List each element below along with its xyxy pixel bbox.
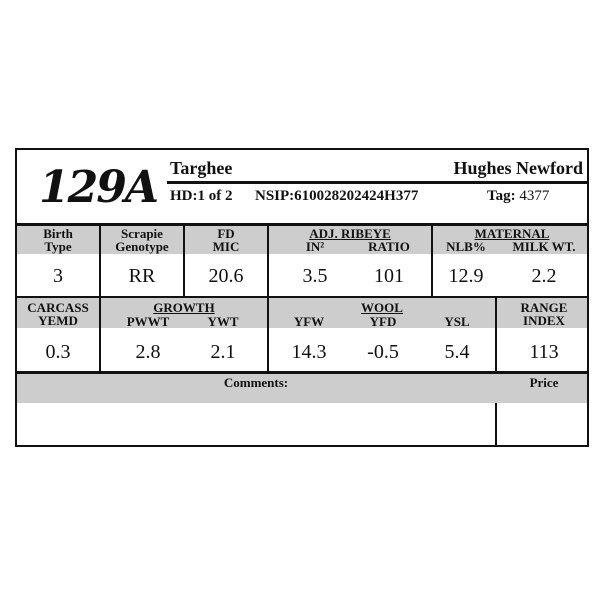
range-index-label: RANGE INDEX (520, 300, 568, 328)
yfd-label: YFD (369, 314, 397, 329)
header-rule (167, 181, 587, 184)
owner-name: Hughes Newford (453, 158, 583, 178)
ratio-value: 101 (374, 265, 404, 287)
hd-info: HD:1 of 2 (170, 188, 233, 204)
pwwt-label: PWWT (126, 314, 170, 329)
carcass-yemd-value: 0.3 (45, 341, 71, 363)
price-label: Price (529, 375, 559, 390)
pwwt-value: 2.8 (135, 341, 161, 363)
lot-number: 129A (39, 162, 157, 213)
yfw-label: YFW (293, 314, 325, 329)
in2-value: 3.5 (302, 265, 328, 287)
yfd-value: -0.5 (367, 341, 399, 363)
in2-label: IN² (305, 239, 325, 254)
maternal-label: MATERNAL (474, 226, 550, 241)
nlb-value: 12.9 (448, 265, 484, 287)
range-index-value: 113 (529, 341, 559, 363)
ywt-label: YWT (207, 314, 239, 329)
tag-label: Tag: (487, 188, 516, 204)
ratio-label: RATIO (368, 239, 410, 254)
milk-wt-label: MILK WT. (512, 239, 576, 254)
scrapie-genotype-label: Scrapie Genotype (115, 226, 169, 254)
adj-ribeye-label: ADJ. RIBEYE (309, 226, 391, 241)
growth-label: GROWTH (153, 300, 215, 315)
breed: Targhee (170, 158, 233, 178)
ysl-label: YSL (444, 314, 470, 329)
fd-mic-value: 20.6 (208, 265, 244, 287)
milk-wt-value: 2.2 (531, 265, 557, 287)
tag-value: 4377 (519, 188, 550, 204)
birth-type-label: Birth Type (43, 226, 73, 254)
scrapie-genotype-value: RR (128, 265, 156, 287)
lot-card (15, 148, 589, 447)
ysl-value: 5.4 (444, 341, 470, 363)
fd-mic-label: FD MIC (212, 226, 240, 254)
tag-info (487, 188, 549, 205)
comments-field[interactable] (23, 408, 489, 442)
yfw-value: 14.3 (291, 341, 327, 363)
carcass-yemd-label: CARCASS YEMD (27, 300, 89, 328)
wool-label: WOOL (361, 300, 403, 315)
birth-type-value: 3 (53, 265, 63, 287)
nsip-id: NSIP:610028202424H377 (255, 188, 419, 204)
ywt-value: 2.1 (210, 341, 236, 363)
price-field[interactable] (501, 408, 585, 442)
nlb-label: NLB% (446, 239, 486, 254)
comments-label: Comments: (223, 375, 289, 390)
